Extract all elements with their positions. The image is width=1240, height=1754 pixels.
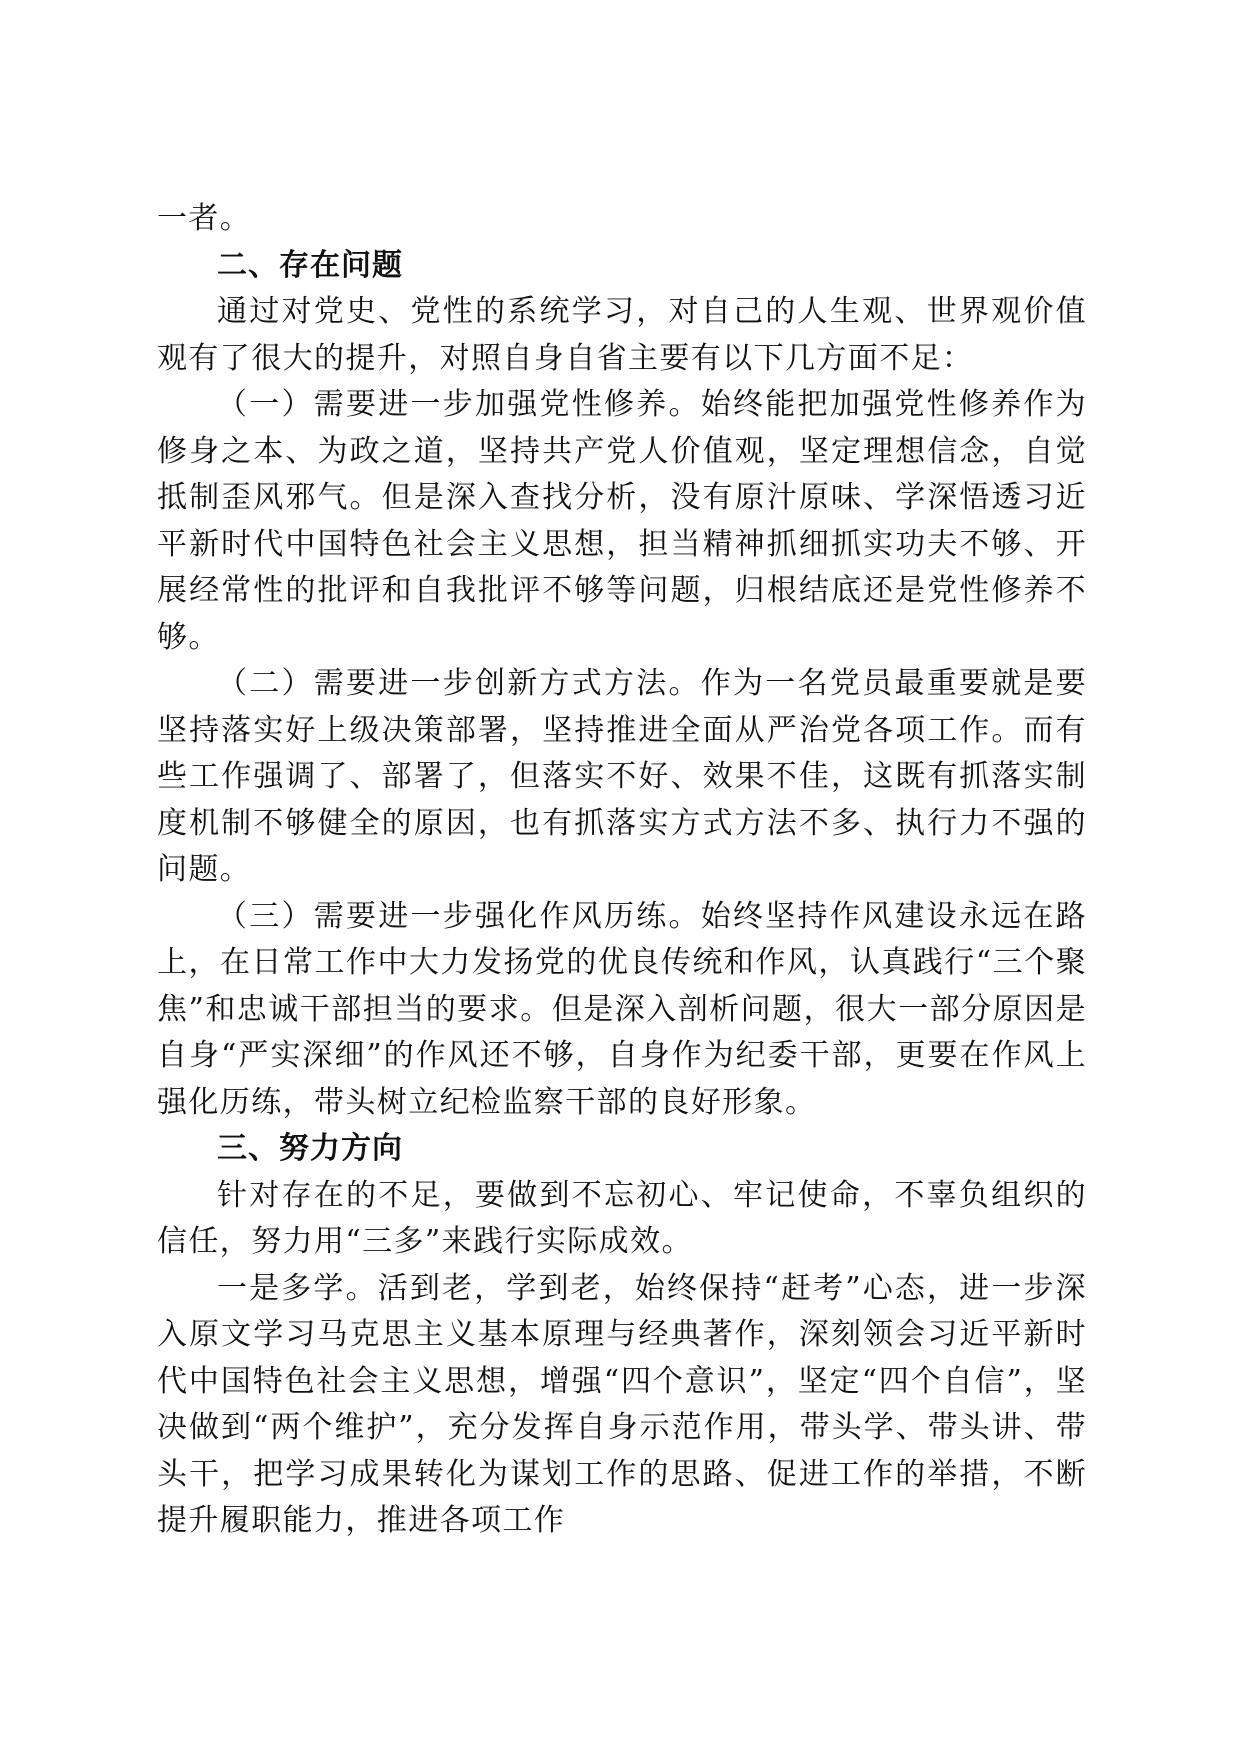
section-heading-problems: 二、存在问题 [217,247,403,283]
paragraph-problem-1: （一）需要进一步加强党性修养。始终能把加强党性修养作为修身之本、为政之道，坚持共产党人价值观，坚定理想信念，自觉抵制歪风邪气。但是深入查找分析，没有原汁原味、学深悟透习近平新时代中国特色社会主义思想，担当精神抓细抓实功夫不够、开展经常性的批评和自我批评不够等问题，归根结底还是党性修养不够。 [157,387,1087,655]
paragraph-problem-2: （二）需要进一步创新方式方法。作为一名党员最重要就是要坚持落实好上级决策部署，坚持推进全面从严治党各项工作。而有些工作强调了、部署了，但落实不好、效果不佳，这既有抓落实制度机制不够健全的原因，也有抓落实方式方法不多、执行力不强的问题。 [157,666,1087,887]
section-heading-direction: 三、努力方向 [217,1131,403,1166]
paragraph-continuation: 一者。 [157,201,252,236]
paragraph-intro-problems: 通过对党史、党性的系统学习，对自己的人生观、世界观价值观有了很大的提升，对照自身自省主要有以下几方面不足： [157,294,1087,376]
document-page [157,196,1087,1545]
paragraph-direction-1: 一是多学。活到老，学到老，始终保持“赶考”心态，进一步深入原文学习马克思主义基本原理与经典著作，深刻领会习近平新时代中国特色社会主义思想，增强“四个意识”，坚定“四个自信”，坚决做到“两个维护”，充分发挥自身示范作用，带头学、带头讲、带头干，把学习成果转化为谋划工作的思路、促进工作的举措，不断提升履职能力，推进各项工作 [157,1270,1087,1538]
paragraph-problem-3: （三）需要进一步强化作风历练。始终坚持作风建设永远在路上，在日常工作中大力发扬党的优良传统和作风，认真践行“三个聚焦”和忠诚干部担当的要求。但是深入剖析问题，很大一部分原因是自身“严实深细”的作风还不够，自身作为纪委干部，更要在作风上强化历练，带头树立纪检监察干部的良好形象。 [157,898,1087,1120]
paragraph-intro-direction: 针对存在的不足，要做到不忘初心、牢记使命，不辜负组织的信任，努力用“三多”来践行实际成效。 [157,1177,1087,1259]
